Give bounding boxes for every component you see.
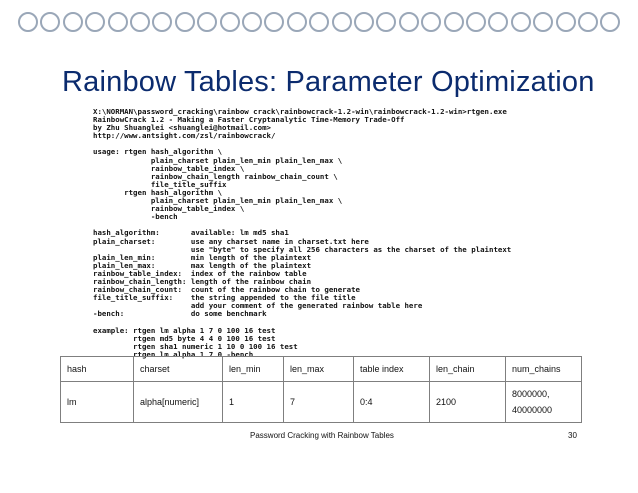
data-cell: 0:4 <box>354 382 430 423</box>
table-row <box>61 382 582 423</box>
data-cell: alpha[numeric] <box>134 382 223 423</box>
header-cell: hash <box>61 357 134 382</box>
slide-footer <box>0 431 638 443</box>
data-cell: 8000000, 40000000 <box>506 382 582 423</box>
binder-ring <box>309 12 329 32</box>
binder-ring <box>556 12 576 32</box>
parameter-table <box>60 356 582 423</box>
binder-ring <box>421 12 441 32</box>
binder-ring <box>130 12 150 32</box>
console-screenshot <box>93 107 559 359</box>
header-cell: num_chains <box>506 357 582 382</box>
binder-ring <box>40 12 60 32</box>
header-cell: table index <box>354 357 430 382</box>
data-cell: lm <box>61 382 134 423</box>
binder-ring <box>264 12 284 32</box>
binder-ring <box>600 12 620 32</box>
data-cell: 1 <box>223 382 284 423</box>
binder-ring <box>85 12 105 32</box>
header-cell: len_max <box>284 357 354 382</box>
binder-ring <box>197 12 217 32</box>
binder-ring <box>399 12 419 32</box>
binder-ring <box>444 12 464 32</box>
binder-rings <box>18 0 628 38</box>
binder-ring <box>332 12 352 32</box>
binder-ring <box>152 12 172 32</box>
binder-ring <box>466 12 486 32</box>
binder-ring <box>175 12 195 32</box>
binder-ring <box>354 12 374 32</box>
slide-title: Rainbow Tables: Parameter Optimization <box>62 66 595 98</box>
binder-ring <box>287 12 307 32</box>
binder-ring <box>488 12 508 32</box>
binder-ring <box>63 12 83 32</box>
binder-ring <box>108 12 128 32</box>
binder-ring <box>511 12 531 32</box>
binder-ring <box>376 12 396 32</box>
console-text: X:\NORMAN\password_cracking\rainbow crack\rainbowcrack-1.2-win\rainbowcrack-1.2-win>rtgen.exe RainbowCrack 1.2 - Making a Faster Cryptanalytic Time-Memory Trade-Off by Zhu Shuanglei <shuanglei@hotmail.com> http://www.antsight.com/zsl/rainbowcrack/ usage: rtgen hash_algorithm \ plain_charset plain_len_min plain_len_max \ rainbow_table_index \ rainbow_chain_length rainbow_chain_count \ file_title_suffix rtgen hash_algorithm \ plain_charset plain_len_min plain_len_max \ rainbow_table_index \ -bench hash_algorithm: available: lm md5 sha1 plain_charset: use any charset name in charset.txt here use "byte" to specify all 256 characters as the charset of the plaintext plain_len_min: min length of the plaintext plain_len_max: max length of the plaintext rainbow_table_index: index of the rainbow table rainbow_chain_length: length of the rainbow chain rainbow_chain_count: count of the rainbow chain to generate file_title_suffix: the string appended to the file title add your comment of the generated rainbow table here -bench: do some benchmark example: rtgen lm alpha 1 7 0 100 16 test rtgen md5 byte 4 4 0 100 16 test rtgen sha1 numeric 1 10 0 100 16 test rtgen lm alpha 1 7 0 -bench <box>93 107 512 359</box>
header-cell: len_min <box>223 357 284 382</box>
data-cell: 7 <box>284 382 354 423</box>
table-header-row <box>61 357 582 382</box>
binder-ring <box>242 12 262 32</box>
footer-title: Password Cracking with Rainbow Tables <box>250 431 394 440</box>
page-number: 30 <box>568 431 577 440</box>
binder-ring <box>533 12 553 32</box>
binder-ring <box>578 12 598 32</box>
binder-ring <box>220 12 240 32</box>
header-cell: charset <box>134 357 223 382</box>
binder-ring <box>18 12 38 32</box>
data-cell: 2100 <box>430 382 506 423</box>
header-cell: len_chain <box>430 357 506 382</box>
